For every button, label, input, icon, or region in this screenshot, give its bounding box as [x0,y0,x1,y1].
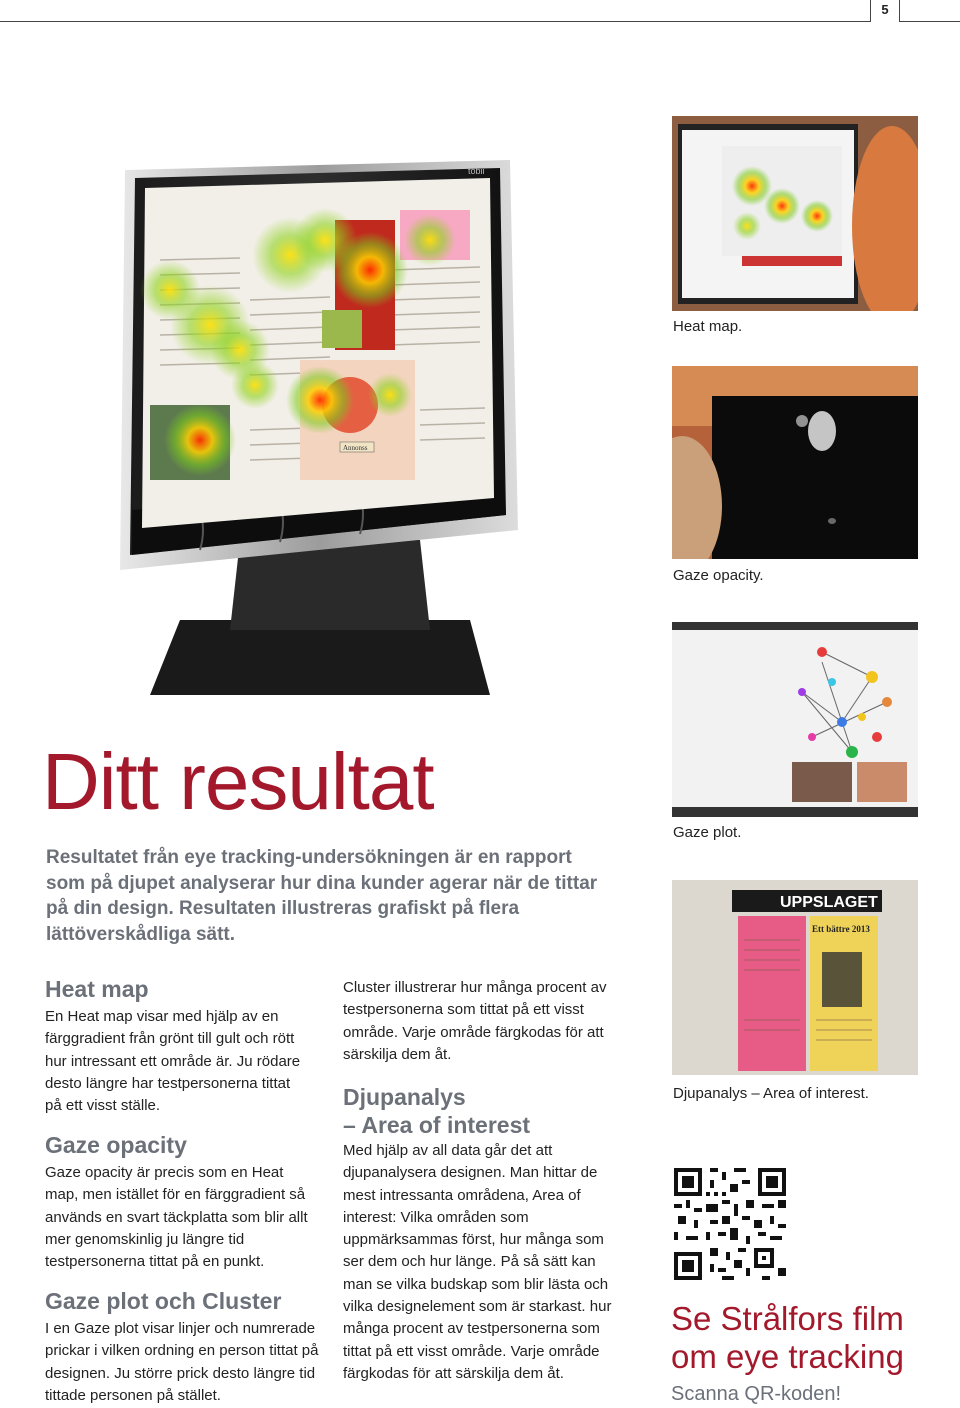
header-rule [0,21,960,22]
caption-djupanalys: Djupanalys – Area of interest. [673,1085,869,1102]
lead-paragraph: Resultatet från eye tracking-undersökningen är en rapport som på djupet analyserar hur dina kunder agerar när de tittar på din design. Resultaten illustreras grafiskt på flera lättöverskådliga sätt. [46,847,598,945]
film-call-to-action [671,1300,904,1376]
thumb-ett-battre: Ett bättre 2013 [812,924,870,934]
heading-djupanalys-line1: Djupanalys [343,1084,466,1110]
body-gaze-opacity: Gaze opacity är precis som en Heat map, men istället för en färggradient så används en svart täckplatta som blir allt mer genomskinlig ju längre tid testpersonerna tittat på en punkt. [45,1164,308,1271]
monitor-illustration [90,150,550,710]
caption-gaze-opacity: Gaze opacity. [673,567,764,584]
page-header-bar [0,0,960,22]
monitor-brand-logo: tobii [468,166,485,176]
page-title: Ditt resultat [42,737,434,826]
body-heat-map: En Heat map visar med hjälp av en färggradient från grönt till gult och rött hur intressant ett område är. Ju rödare desto längre har testpersonerna tittat på ett visst ställe. [45,1008,301,1115]
cta-line-1: Se Strålfors film [671,1300,904,1337]
qr-code-icon[interactable] [674,1168,786,1280]
gaze-plot-thumbnail [672,622,918,817]
eye-tracker-monitor-image [90,150,550,710]
body-cluster: Cluster illustrerar hur många procent av testpersonerna som tittat på ett visst område. Varje område färgkodas för att särskilja dem åt. [343,979,607,1063]
heading-gaze-opacity: Gaze opacity [45,1132,187,1158]
heading-djupanalys-line2: – Area of interest [343,1112,531,1138]
monitor-base [150,620,490,695]
djupanalys-thumbnail [672,880,918,1075]
body-gaze-plot: I en Gaze plot visar linjer och numrerade prickar i vilken ordning en person tittat på designen. Ju större prick desto längre tid tittade personen på stället. [45,1320,319,1404]
cta-line-2: om eye tracking [671,1338,904,1375]
screen-ad-tag: Annonss [343,444,368,452]
body-djupanalys: Med hjälp av all data går det att djupanalysera designen. Man hittar de mest intressanta områdena, Area of interest: Vilka områden som uppmärksammas först, hur många som ser dem och hur länge. På så sätt kan man se vilka budskap som blir lästa och vilka designelement som är starkast. hur många procent av testpersonerna som tittat på ett visst område. Varje område färgkodas för att särskilja dem åt. [343,1142,612,1382]
scan-qr-text: Scanna QR-koden! [671,1383,842,1405]
caption-gaze-plot: Gaze plot. [673,824,742,841]
heading-gaze-plot: Gaze plot och Cluster [45,1288,282,1314]
heading-heat-map: Heat map [45,976,149,1002]
gaze-opacity-thumbnail [672,366,918,559]
heatmap-thumbnail [672,116,918,311]
page-number: 5 [870,0,900,22]
caption-heatmap: Heat map. [673,318,743,335]
thumb-uppslaget-logo: UPPSLAGET [780,894,878,911]
heading-djupanalys [343,1083,530,1139]
